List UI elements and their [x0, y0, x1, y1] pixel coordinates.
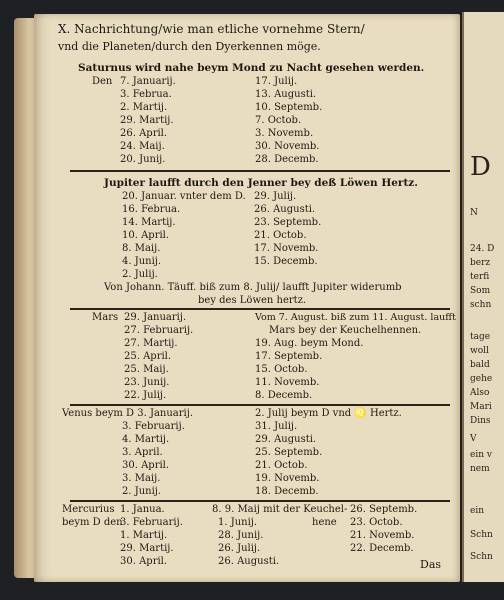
saturnus-date: 3. Februa.	[120, 89, 172, 100]
saturnus-date: 3. Novemb.	[255, 128, 314, 139]
facing-page-fragment: schn	[470, 300, 492, 310]
saturnus-date: 29. Martij.	[120, 115, 174, 126]
saturnus-date: 30. Novemb.	[255, 141, 320, 152]
facing-page-fragment: nem	[470, 464, 490, 474]
mercurius-date: 1. Martij.	[120, 530, 168, 541]
facing-page-fragment: bald	[470, 360, 490, 370]
facing-page-initial: D	[470, 152, 491, 182]
saturnus-date: 7. Octob.	[255, 115, 302, 126]
catchword: Das	[420, 558, 442, 571]
mercurius-date: 1. Junij.	[218, 517, 258, 528]
venus-date: 25. Septemb.	[255, 447, 323, 458]
saturnus-date: 17. Julij.	[255, 76, 298, 87]
facing-page-fragment: berz	[470, 258, 491, 268]
section-divider	[70, 404, 450, 406]
facing-page-fragment: Dins	[470, 416, 491, 426]
mars-date: 22. Julij.	[124, 390, 167, 401]
venus-date: 3. Februarij.	[122, 421, 185, 432]
mars-note: Vom 7. August. biß zum 11. August. laufft	[255, 312, 456, 323]
venus-date: 3. Maij.	[122, 473, 161, 484]
mars-date: 17. Septemb.	[255, 351, 323, 362]
saturnus-date: 7. Januarij.	[120, 76, 176, 87]
mars-date: 27. Martij.	[124, 338, 178, 349]
jupiter-date: 8. Maij.	[122, 243, 161, 254]
jupiter-date: 14. Martij.	[122, 217, 176, 228]
mercurius-note: hene	[312, 517, 337, 528]
mercurius-date: 30. April.	[120, 556, 168, 567]
facing-page-fragment: gehe	[470, 374, 493, 384]
facing-page-fragment: terfi	[470, 272, 490, 282]
mars-date: 8. Decemb.	[255, 390, 313, 401]
saturnus-date: 10. Septemb.	[255, 102, 323, 113]
venus-date: 29. Augusti.	[255, 434, 317, 445]
jupiter-date: 23. Septemb.	[254, 217, 322, 228]
mercurius-date: 26. Augusti.	[218, 556, 280, 567]
jupiter-note: bey des Löwen hertz.	[198, 295, 307, 306]
venus-note: 2. Julij beym D vnd ♌ Hertz.	[255, 408, 402, 419]
saturnus-den-label: Den	[92, 76, 113, 87]
mercurius-label: Mercurius	[62, 504, 115, 515]
jupiter-date: 26. Augusti.	[254, 204, 316, 215]
venus-date: 3. April.	[122, 447, 163, 458]
jupiter-date: 21. Octob.	[254, 230, 307, 241]
mercurius-note: 8. 9. Maij mit der Keuchel-	[212, 504, 348, 515]
mars-date: 19. Aug. beym Mond.	[255, 338, 364, 349]
saturnus-date: 26. April.	[120, 128, 168, 139]
facing-page-fragment: 24. D	[470, 244, 495, 254]
mercurius-date: 26. Julij.	[218, 543, 261, 554]
page-title: X. Nachrichtung/wie man etliche vornehme Stern/	[58, 22, 365, 36]
venus-date: 2. Junij.	[122, 486, 162, 497]
venus-date: 4. Martij.	[122, 434, 170, 445]
saturnus-date: 28. Decemb.	[255, 154, 319, 165]
page-subtitle: vnd die Planeten/durch den Dyerkennen möge.	[58, 40, 321, 53]
mars-date: 23. Junij.	[124, 377, 170, 388]
mercurius-date: 1. Janua.	[120, 504, 165, 515]
mercurius-date: 23. Octob.	[350, 517, 403, 528]
jupiter-date: 16. Februa.	[122, 204, 181, 215]
saturnus-date: 2. Martij.	[120, 102, 168, 113]
jupiter-date: 4. Junij.	[122, 256, 162, 267]
mars-date: 25. April.	[124, 351, 172, 362]
mars-date: 27. Februarij.	[124, 325, 194, 336]
mars-date: 15. Octob.	[255, 364, 308, 375]
section-divider	[70, 308, 450, 310]
venus-date: 19. Novemb.	[255, 473, 320, 484]
facing-page-fragment: V	[470, 434, 477, 444]
jupiter-date: 17. Novemb.	[254, 243, 319, 254]
mercurius-date: 26. Septemb.	[350, 504, 418, 515]
jupiter-date: 29. Julij.	[254, 191, 297, 202]
facing-page-fragment: ein	[470, 506, 485, 516]
mercurius-date: 22. Decemb.	[350, 543, 414, 554]
saturnus-heading: Saturnus wird nahe beym Mond zu Nacht gesehen werden.	[78, 62, 425, 74]
saturnus-date: 24. Maij.	[120, 141, 165, 152]
jupiter-heading: Jupiter laufft durch den Jenner bey deß Löwen Hertz.	[104, 177, 418, 189]
facing-page-fragment: Schn	[470, 552, 493, 562]
venus-date: 21. Octob.	[255, 460, 308, 471]
facing-page-fragment: N	[470, 208, 478, 218]
venus-date: 18. Decemb.	[255, 486, 319, 497]
facing-page-fragment: tage	[470, 332, 491, 342]
mercurius-date: 28. Junij.	[218, 530, 264, 541]
venus-date: 30. April.	[122, 460, 170, 471]
facing-page	[462, 12, 504, 582]
mercurius-label: beym D den	[62, 517, 123, 528]
facing-page-fragment: woll	[470, 346, 489, 356]
venus-label: Venus beym D 3. Januarij.	[62, 408, 194, 419]
jupiter-date: 20. Januar. vnter dem D.	[122, 191, 246, 202]
mercurius-date: 29. Martij.	[120, 543, 174, 554]
jupiter-date: 15. Decemb.	[254, 256, 318, 267]
jupiter-note: Von Johann. Täuff. biß zum 8. Julij/ laufft Jupiter widerumb	[104, 282, 402, 293]
mercurius-date: 21. Novemb.	[350, 530, 415, 541]
mars-date: 11. Novemb.	[255, 377, 320, 388]
saturnus-date: 20. Junij.	[120, 154, 166, 165]
mars-note: Mars bey der Keuchelhennen.	[269, 325, 422, 336]
facing-page-fragment: ein v	[470, 450, 492, 460]
jupiter-date: 10. April.	[122, 230, 170, 241]
venus-date: 31. Julij.	[255, 421, 298, 432]
mars-date: 29. Januarij.	[124, 312, 187, 323]
facing-page-fragment: Som	[470, 286, 491, 296]
facing-page-fragment: Also	[470, 388, 490, 398]
facing-page-fragment: Schn	[470, 530, 493, 540]
mercurius-date: 3. Februarij.	[120, 517, 183, 528]
mars-label: Mars	[92, 312, 119, 323]
facing-page-fragment: Mari	[470, 402, 492, 412]
saturnus-date: 13. Augusti.	[255, 89, 317, 100]
jupiter-date: 2. Julij.	[122, 269, 158, 280]
section-divider	[70, 500, 450, 502]
mars-date: 25. Maij.	[124, 364, 169, 375]
section-divider	[70, 170, 450, 172]
